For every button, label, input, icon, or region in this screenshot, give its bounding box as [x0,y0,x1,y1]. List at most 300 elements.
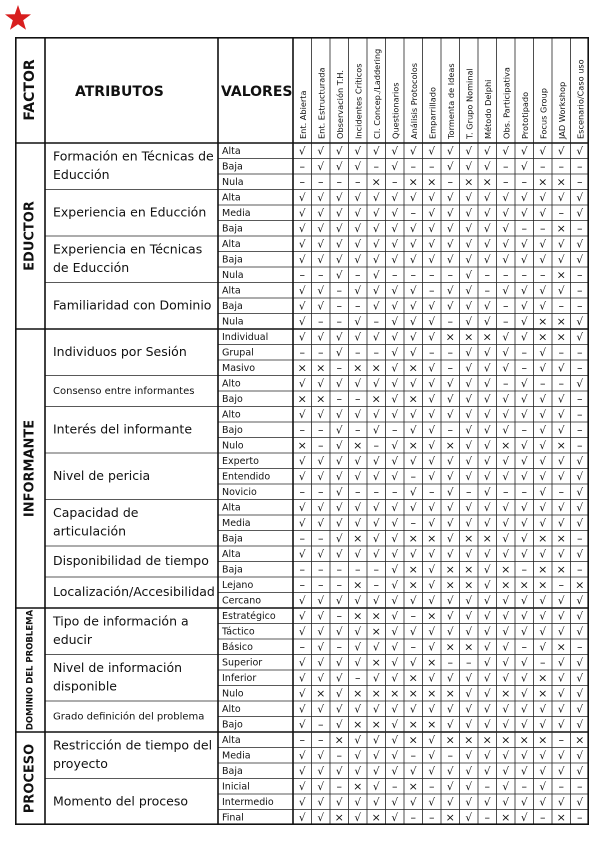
check-mark: √ [298,253,306,266]
check-mark: √ [446,238,454,251]
check-mark: √ [317,811,325,824]
cross-mark: × [538,531,548,545]
value-label: Media [222,517,251,529]
attribute-label: Restricción de tiempo del [53,737,213,753]
check-mark: √ [539,749,547,762]
value-label: Baja [222,254,243,266]
cross-mark: × [538,314,548,328]
check-mark: √ [391,718,399,731]
attribute-label: Capacidad de [53,505,139,521]
check-mark: √ [539,594,547,607]
check-mark: √ [391,625,399,638]
dash-mark: – [558,733,564,747]
technique-header: Prototipado [519,91,530,139]
check-mark: √ [465,455,473,468]
value-label: Nula [222,269,244,281]
dash-mark: – [558,779,564,793]
value-label: Inferior [222,672,257,684]
dash-mark: – [355,423,361,437]
cross-mark: × [408,686,418,700]
attribute-label: proyecto [53,755,108,771]
cross-mark: × [556,175,566,189]
dash-mark: – [373,314,379,328]
check-mark: √ [317,796,325,809]
check-mark: √ [372,331,380,344]
check-mark: √ [465,439,473,452]
check-mark: √ [428,579,436,592]
check-mark: √ [446,455,454,468]
cross-mark: × [427,655,437,669]
check-mark: √ [317,222,325,235]
check-mark: √ [539,346,547,359]
dash-mark: – [447,345,453,359]
check-mark: √ [409,315,417,328]
check-mark: √ [576,749,584,762]
check-mark: √ [391,238,399,251]
check-mark: √ [539,486,547,499]
technique-header: Análisis Protocolos [408,62,419,139]
check-mark: √ [335,625,343,638]
check-mark: √ [576,796,584,809]
check-mark: √ [298,656,306,669]
check-mark: √ [539,238,547,251]
check-mark: √ [317,377,325,390]
dash-mark: – [577,562,583,576]
check-mark: √ [391,811,399,824]
cross-mark: × [408,562,418,576]
check-mark: √ [483,362,491,375]
cross-mark: × [408,578,418,592]
cross-mark: × [445,686,455,700]
check-mark: √ [520,160,528,173]
value-label: Alta [222,502,241,514]
check-mark: √ [557,145,565,158]
check-mark: √ [465,346,473,359]
dash-mark: – [318,268,324,282]
check-mark: √ [502,408,510,421]
check-mark: √ [317,470,325,483]
check-mark: √ [483,594,491,607]
cross-mark: × [371,361,381,375]
value-label: Alto [222,703,241,715]
cross-mark: × [482,733,492,747]
cross-mark: × [353,438,363,452]
check-mark: √ [446,501,454,514]
check-mark: √ [372,517,380,530]
check-mark: √ [298,470,306,483]
check-mark: √ [446,222,454,235]
check-mark: √ [428,362,436,375]
attribute-label: Tipo de información a [53,613,189,629]
check-mark: √ [298,501,306,514]
check-mark: √ [539,548,547,561]
check-mark: √ [557,765,565,778]
cross-mark: × [501,810,511,824]
dash-mark: – [577,268,583,282]
check-mark: √ [483,346,491,359]
cross-mark: × [371,686,381,700]
value-label: Grupal [222,347,254,359]
value-label: Experto [222,455,259,467]
dash-mark: – [540,376,546,390]
check-mark: √ [557,703,565,716]
check-mark: √ [576,687,584,700]
technique-header: Ent. Estructurada [316,67,327,139]
check-mark: √ [354,408,362,421]
check-mark: √ [446,594,454,607]
check-mark: √ [409,238,417,251]
technique-header: Cl. Concep./Laddering [371,48,382,139]
check-mark: √ [520,625,528,638]
cross-mark: × [556,810,566,824]
check-mark: √ [354,470,362,483]
cross-mark: × [556,221,566,235]
check-mark: √ [483,563,491,576]
cross-mark: × [464,733,474,747]
attribute-label: Consenso entre informantes [53,386,195,397]
check-mark: √ [502,641,510,654]
check-mark: √ [465,749,473,762]
dash-mark: – [318,175,324,189]
factor-label: INFORMANTE [22,419,38,518]
check-mark: √ [391,455,399,468]
check-mark: √ [428,393,436,406]
check-mark: √ [428,222,436,235]
cross-mark: × [464,531,474,545]
dash-mark: – [336,609,342,623]
check-mark: √ [317,517,325,530]
cross-mark: × [445,810,455,824]
check-mark: √ [539,625,547,638]
check-mark: √ [465,424,473,437]
dash-mark: – [336,748,342,762]
dash-mark: – [299,485,305,499]
cross-mark: × [316,361,326,375]
check-mark: √ [391,145,399,158]
check-mark: √ [298,331,306,344]
check-mark: √ [557,408,565,421]
check-mark: √ [391,641,399,654]
check-mark: √ [317,780,325,793]
check-mark: √ [354,191,362,204]
dash-mark: – [318,423,324,437]
dash-mark: – [577,159,583,173]
dash-mark: – [429,159,435,173]
check-mark: √ [446,703,454,716]
check-mark: √ [372,284,380,297]
cross-mark: × [297,438,307,452]
check-mark: √ [409,408,417,421]
check-mark: √ [409,424,417,437]
dash-mark: – [318,314,324,328]
check-mark: √ [446,625,454,638]
check-mark: √ [335,145,343,158]
check-mark: √ [372,548,380,561]
check-mark: √ [446,145,454,158]
check-mark: √ [372,594,380,607]
attribute-label: Grado definición del problema [53,711,205,723]
dash-mark: – [373,159,379,173]
dash-mark: – [577,531,583,545]
dash-mark: – [299,268,305,282]
factor-header: FACTOR [22,59,38,121]
check-mark: √ [557,501,565,514]
check-mark: √ [372,145,380,158]
cross-mark: × [371,609,381,623]
check-mark: √ [298,408,306,421]
check-mark: √ [391,610,399,623]
dash-mark: – [429,345,435,359]
cross-mark: × [316,686,326,700]
check-mark: √ [372,532,380,545]
check-mark: √ [317,765,325,778]
check-mark: √ [520,393,528,406]
cross-mark: × [316,392,326,406]
check-mark: √ [354,625,362,638]
check-mark: √ [539,641,547,654]
check-mark: √ [520,610,528,623]
dash-mark: – [373,578,379,592]
check-mark: √ [520,594,528,607]
check-mark: √ [576,486,584,499]
check-mark: √ [335,501,343,514]
technique-header: Ent. Abierta [297,90,308,139]
check-mark: √ [354,501,362,514]
check-mark: √ [465,594,473,607]
cross-mark: × [445,562,455,576]
dash-mark: – [299,578,305,592]
check-mark: √ [502,610,510,623]
cross-mark: × [501,686,511,700]
check-mark: √ [354,548,362,561]
check-mark: √ [354,238,362,251]
dash-mark: – [521,175,527,189]
check-mark: √ [446,470,454,483]
dash-mark: – [318,345,324,359]
dash-mark: – [318,562,324,576]
check-mark: √ [483,315,491,328]
check-mark: √ [391,594,399,607]
check-mark: √ [298,207,306,220]
check-mark: √ [335,548,343,561]
check-mark: √ [502,207,510,220]
check-mark: √ [483,548,491,561]
check-mark: √ [428,191,436,204]
check-mark: √ [502,796,510,809]
check-mark: √ [298,672,306,685]
dash-mark: – [410,640,416,654]
dash-mark: – [484,268,490,282]
check-mark: √ [428,563,436,576]
check-mark: √ [483,207,491,220]
check-mark: √ [354,811,362,824]
check-mark: √ [372,269,380,282]
cross-mark: × [464,330,474,344]
dash-mark: – [558,345,564,359]
cross-mark: × [445,578,455,592]
cross-mark: × [297,361,307,375]
attribute-label: Nivel de pericia [53,467,151,483]
check-mark: √ [483,377,491,390]
technique-header: Observación T.H. [334,70,345,139]
attribute-label: Familiaridad con Dominio [53,297,212,313]
check-mark: √ [298,718,306,731]
check-mark: √ [520,300,528,313]
check-mark: √ [446,486,454,499]
check-mark: √ [428,331,436,344]
dash-mark: – [540,655,546,669]
check-mark: √ [520,517,528,530]
dash-mark: – [540,268,546,282]
check-mark: √ [483,408,491,421]
cross-mark: × [334,733,344,747]
value-label: Media [222,207,251,219]
check-mark: √ [317,501,325,514]
check-mark: √ [335,765,343,778]
cross-mark: × [464,175,474,189]
check-mark: √ [409,222,417,235]
dash-mark: – [336,640,342,654]
check-mark: √ [520,191,528,204]
cross-mark: × [353,717,363,731]
check-mark: √ [576,455,584,468]
cross-mark: × [427,609,437,623]
check-mark: √ [465,703,473,716]
check-mark: √ [465,470,473,483]
dash-mark: – [521,779,527,793]
dash-mark: – [521,268,527,282]
check-mark: √ [446,207,454,220]
value-label: Bajo [222,424,243,436]
dash-mark: – [540,159,546,173]
check-mark: √ [391,548,399,561]
check-mark: √ [354,331,362,344]
cross-mark: × [482,330,492,344]
check-mark: √ [372,765,380,778]
check-mark: √ [298,300,306,313]
check-mark: √ [576,377,584,390]
check-mark: √ [428,315,436,328]
check-mark: √ [317,300,325,313]
dash-mark: – [373,438,379,452]
check-mark: √ [335,470,343,483]
dash-mark: – [336,578,342,592]
check-mark: √ [502,238,510,251]
cross-mark: × [408,779,418,793]
cross-mark: × [575,733,585,747]
check-mark: √ [557,455,565,468]
check-mark: √ [502,517,510,530]
check-mark: √ [317,253,325,266]
dash-mark: – [355,268,361,282]
dash-mark: – [577,221,583,235]
check-mark: √ [391,331,399,344]
check-mark: √ [502,455,510,468]
attribute-label: educir [53,631,93,647]
cross-mark: × [334,810,344,824]
check-mark: √ [520,331,528,344]
check-mark: √ [502,331,510,344]
check-mark: √ [465,284,473,297]
cross-mark: × [408,438,418,452]
check-mark: √ [502,145,510,158]
check-mark: √ [298,703,306,716]
check-mark: √ [502,656,510,669]
check-mark: √ [409,703,417,716]
check-mark: √ [409,765,417,778]
check-mark: √ [539,191,547,204]
check-mark: √ [576,625,584,638]
check-mark: √ [539,145,547,158]
technique-header: Tormenta de Ideas [445,63,456,139]
check-mark: √ [446,377,454,390]
check-mark: √ [391,703,399,716]
cross-mark: × [445,330,455,344]
technique-header: Emparrillado [427,87,438,139]
cross-mark: × [427,531,437,545]
cross-mark: × [464,562,474,576]
check-mark: √ [557,625,565,638]
dash-mark: – [392,779,398,793]
check-mark: √ [557,672,565,685]
check-mark: √ [372,253,380,266]
check-mark: √ [372,470,380,483]
check-mark: √ [465,269,473,282]
dash-mark: – [299,159,305,173]
cross-mark: × [408,531,418,545]
check-mark: √ [557,362,565,375]
dash-mark: – [447,748,453,762]
check-mark: √ [317,238,325,251]
cross-mark: × [519,733,529,747]
check-mark: √ [391,470,399,483]
check-mark: √ [391,749,399,762]
check-mark: √ [354,749,362,762]
check-mark: √ [520,145,528,158]
cross-mark: × [408,175,418,189]
check-mark: √ [317,145,325,158]
cross-mark: × [408,392,418,406]
dash-mark: – [355,345,361,359]
check-mark: √ [409,346,417,359]
dash-mark: – [577,438,583,452]
dash-mark: – [503,299,509,313]
value-label: Novicio [222,486,257,498]
check-mark: √ [465,501,473,514]
check-mark: √ [483,253,491,266]
dash-mark: – [577,423,583,437]
check-mark: √ [391,501,399,514]
check-mark: √ [298,517,306,530]
dash-mark: – [558,376,564,390]
check-mark: √ [428,796,436,809]
check-mark: √ [576,501,584,514]
check-mark: √ [428,734,436,747]
check-mark: √ [483,222,491,235]
check-mark: √ [372,191,380,204]
check-mark: √ [428,207,436,220]
factor-label: EDUCTOR [22,201,38,271]
check-mark: √ [298,548,306,561]
check-mark: √ [557,656,565,669]
dash-mark: – [410,268,416,282]
cross-mark: × [427,717,437,731]
dash-mark: – [336,283,342,297]
dash-mark: – [484,779,490,793]
dash-mark: – [299,345,305,359]
check-mark: √ [539,207,547,220]
check-mark: √ [298,191,306,204]
